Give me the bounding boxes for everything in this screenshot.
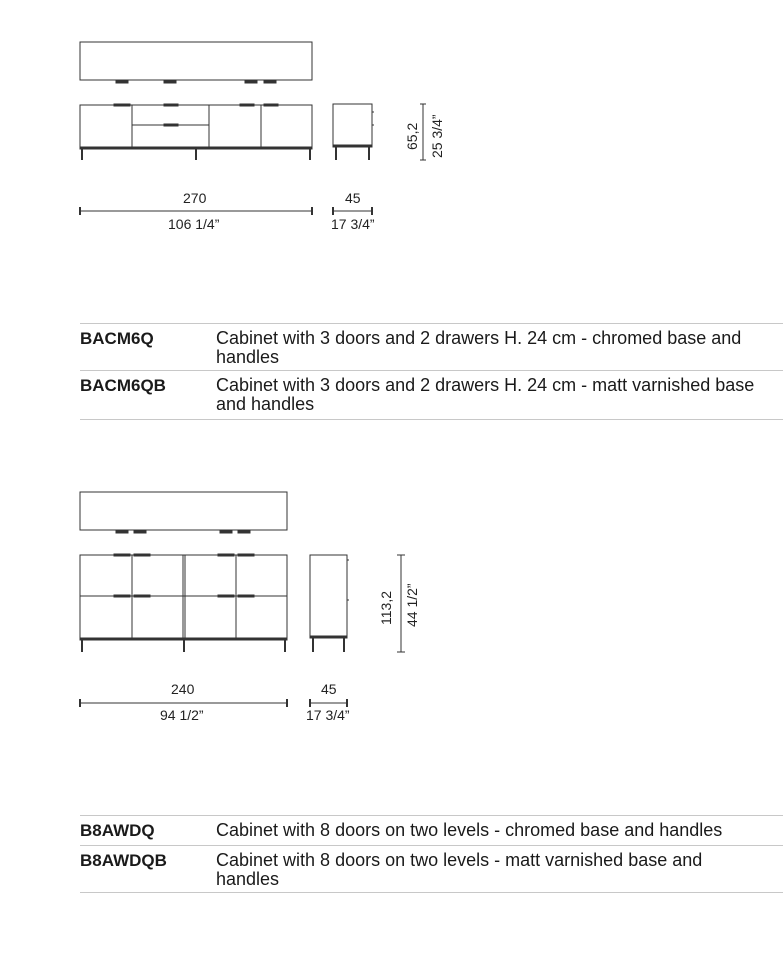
cabinet-2-width-cm: 240 <box>171 681 195 697</box>
table-2-top-rule <box>80 815 783 816</box>
product-description: Cabinet with 8 doors on two levels - matt varnished base and handles <box>216 850 703 889</box>
cabinet-1-height-cm: 65,2 <box>404 122 420 150</box>
table-2-bottom-rule <box>80 892 783 893</box>
cabinet-2-width-in: 94 1/2” <box>160 707 204 723</box>
cabinet-2-depth-cm: 45 <box>321 681 337 697</box>
cabinet-2-plan <box>80 492 287 533</box>
cabinet-1-depth-dimension-line <box>333 207 372 215</box>
product-code: B8AWDQB <box>80 851 167 870</box>
product-description: Cabinet with 3 doors and 2 drawers H. 24 cm - matt varnished base and handles <box>216 375 755 414</box>
cabinet-1-width-in: 106 1/4” <box>168 216 220 232</box>
table-1-top-rule <box>80 323 783 324</box>
product-code: BACM6QB <box>80 376 166 395</box>
product-description: Cabinet with 3 doors and 2 drawers H. 24 cm - chromed base and handles <box>216 328 742 367</box>
cabinet-2-depth-in: 17 3/4” <box>306 707 350 723</box>
table-1-row-divider <box>80 370 783 371</box>
cabinet-1-front-elevation <box>80 104 312 160</box>
product-description: Cabinet with 8 doors on two levels - chromed base and handles <box>216 820 723 840</box>
cabinet-1-width-cm: 270 <box>183 190 207 206</box>
cabinet-2-depth-dimension-line <box>310 699 347 707</box>
product-code: BACM6Q <box>80 329 154 348</box>
table-2-row-divider <box>80 845 783 846</box>
table-1-bottom-rule <box>80 419 783 420</box>
cabinet-1-height-dimension-line <box>420 104 426 160</box>
cabinet-1-depth-in: 17 3/4” <box>331 216 375 232</box>
cabinet-1-height-in: 25 3/4” <box>429 114 445 158</box>
cabinet-1-side-elevation <box>333 104 374 160</box>
cabinet-1-plan <box>80 42 312 83</box>
cabinet-2-width-dimension-line <box>80 699 287 707</box>
cabinet-1-width-dimension-line <box>80 207 312 215</box>
cabinet-2-front-elevation <box>80 554 287 652</box>
cabinet-2-side-elevation <box>310 555 349 652</box>
cabinet-2-height-cm: 113,2 <box>378 591 394 625</box>
cabinet-2-height-in: 44 1/2” <box>404 583 420 627</box>
product-code: B8AWDQ <box>80 821 155 840</box>
cabinet-1-depth-cm: 45 <box>345 190 361 206</box>
